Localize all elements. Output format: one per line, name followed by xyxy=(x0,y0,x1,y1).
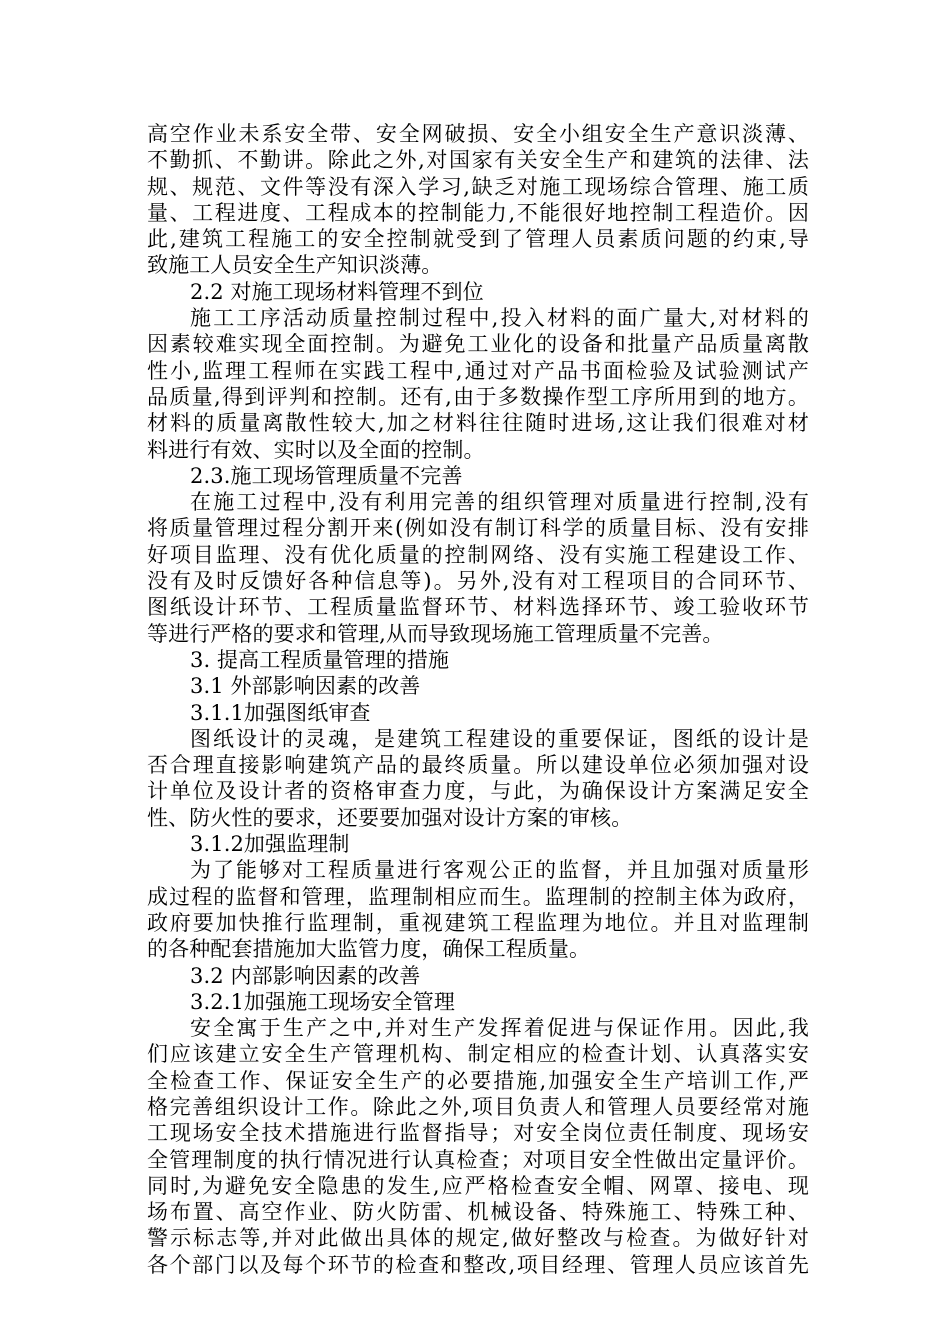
paragraph-line: 们应该建立安全生产管理机构、制定相应的检查计划、认真落实安 xyxy=(147,1042,809,1067)
paragraph-line: 高空作业未系安全带、安全网破损、安全小组安全生产意识淡薄、 xyxy=(147,122,809,146)
paragraph-line: 材料的质量离散性较大,加之材料往往随时进场,这让我们很难对材 xyxy=(147,411,809,436)
paragraph-line: 量、工程进度、工程成本的控制能力,不能很好地控制工程造价。因 xyxy=(147,200,809,225)
paragraph-line: 政府要加快推行监理制，重视建筑工程监理为地位。并且对监理制 xyxy=(147,910,809,935)
paragraph-line: 施工工序活动质量控制过程中,投入材料的面广量大,对材料的 xyxy=(190,306,809,331)
paragraph-line: 等进行严格的要求和管理,从而导致现场施工管理质量不完善。 xyxy=(147,621,724,646)
section-heading: 3.2 内部影响因素的改善 xyxy=(190,963,421,988)
paragraph-line: 工现场安全技术措施进行监督指导；对安全岗位责任制度、现场安 xyxy=(147,1121,809,1146)
paragraph-line: 料进行有效、实时以及全面的控制。 xyxy=(147,437,485,462)
paragraph-line: 计单位及设计者的资格审查力度，与此，为确保设计方案满足安全 xyxy=(147,779,809,804)
document-body xyxy=(147,121,809,1278)
paragraph-line: 全检查工作、保证安全生产的必要措施,加强安全生产培训工作,严 xyxy=(147,1068,809,1093)
paragraph-line: 好项目监理、没有优化质量的控制网络、没有实施工程建设工作、 xyxy=(147,542,809,567)
paragraph-line: 在施工过程中,没有利用完善的组织管理对质量进行控制,没有 xyxy=(190,490,809,515)
paragraph-line: 全管理制度的执行情况进行认真检查；对项目安全性做出定量评价。 xyxy=(147,1147,809,1172)
paragraph-line: 规、规范、文件等没有深入学习,缺乏对施工现场综合管理、施工质 xyxy=(147,174,809,199)
paragraph-line: 致施工人员安全生产知识淡薄。 xyxy=(147,253,443,278)
paragraph-line: 警示标志等,并对此做出具体的规定,做好整改与检查。为做好针对 xyxy=(147,1226,809,1251)
section-heading: 3.2.1加强施工现场安全管理 xyxy=(190,989,455,1014)
paragraph-line: 图纸设计环节、工程质量监督环节、材料选择环节、竣工验收环节 xyxy=(147,595,809,620)
paragraph-line: 否合理直接影响建筑产品的最终质量。所以建设单位必须加强对设 xyxy=(147,753,809,778)
paragraph-line: 的各种配套措施加大监管力度，确保工程质量。 xyxy=(147,937,591,962)
paragraph-line: 各个部门以及每个环节的检查和整改,项目经理、管理人员应该首先 xyxy=(147,1252,809,1277)
paragraph-line: 成过程的监督和管理，监理制相应而生。监理制的控制主体为政府， xyxy=(147,884,809,909)
paragraph-line: 格完善组织设计工作。除此之外,项目负责人和管理人员要经常对施 xyxy=(147,1094,809,1119)
paragraph-line: 不勤抓、不勤讲。除此之外,对国家有关安全生产和建筑的法律、法 xyxy=(147,148,809,173)
paragraph-line: 性、防火性的要求，还要要加强对设计方案的审核。 xyxy=(147,805,633,830)
paragraph-line: 因素较难实现全面控制。为避免工业化的设备和批量产品质量离散 xyxy=(147,332,809,357)
paragraph-line: 安全寓于生产之中,并对生产发挥着促进与保证作用。因此,我 xyxy=(190,1016,809,1041)
paragraph-line: 品质量,得到评判和控制。还有,由于多数操作型工序所用到的地方。 xyxy=(147,384,809,409)
paragraph-line: 此,建筑工程施工的安全控制就受到了管理人员素质问题的约束,导 xyxy=(147,227,809,252)
section-heading: 3.1.2加强监理制 xyxy=(190,832,350,857)
section-heading: 2.2 对施工现场材料管理不到位 xyxy=(190,279,484,304)
section-heading: 3.1.1加强图纸审查 xyxy=(190,700,371,725)
paragraph-line: 图纸设计的灵魂，是建筑工程建设的重要保证，图纸的设计是 xyxy=(190,726,809,751)
paragraph-line: 性小,监理工程师在实践工程中,通过对产品书面检验及试验测试产 xyxy=(147,358,809,383)
section-heading: 3. 提高工程质量管理的措施 xyxy=(190,647,450,672)
paragraph-line: 没有及时反馈好各种信息等)。另外,没有对工程项目的合同环节、 xyxy=(147,569,809,594)
paragraph-line: 场布置、高空作业、防火防雷、机械设备、特殊施工、特殊工种、 xyxy=(147,1200,809,1225)
paragraph-line: 为了能够对工程质量进行客观公正的监督，并且加强对质量形 xyxy=(190,858,809,883)
section-heading: 3.1 外部影响因素的改善 xyxy=(190,674,421,699)
paragraph-line: 将质量管理过程分割开来(例如没有制订科学的质量目标、没有安排 xyxy=(147,516,809,541)
paragraph-line: 同时,为避免安全隐患的发生,应严格检查安全帽、网罩、接电、现 xyxy=(147,1173,809,1198)
section-heading: 2.3.施工现场管理质量不完善 xyxy=(190,463,463,488)
